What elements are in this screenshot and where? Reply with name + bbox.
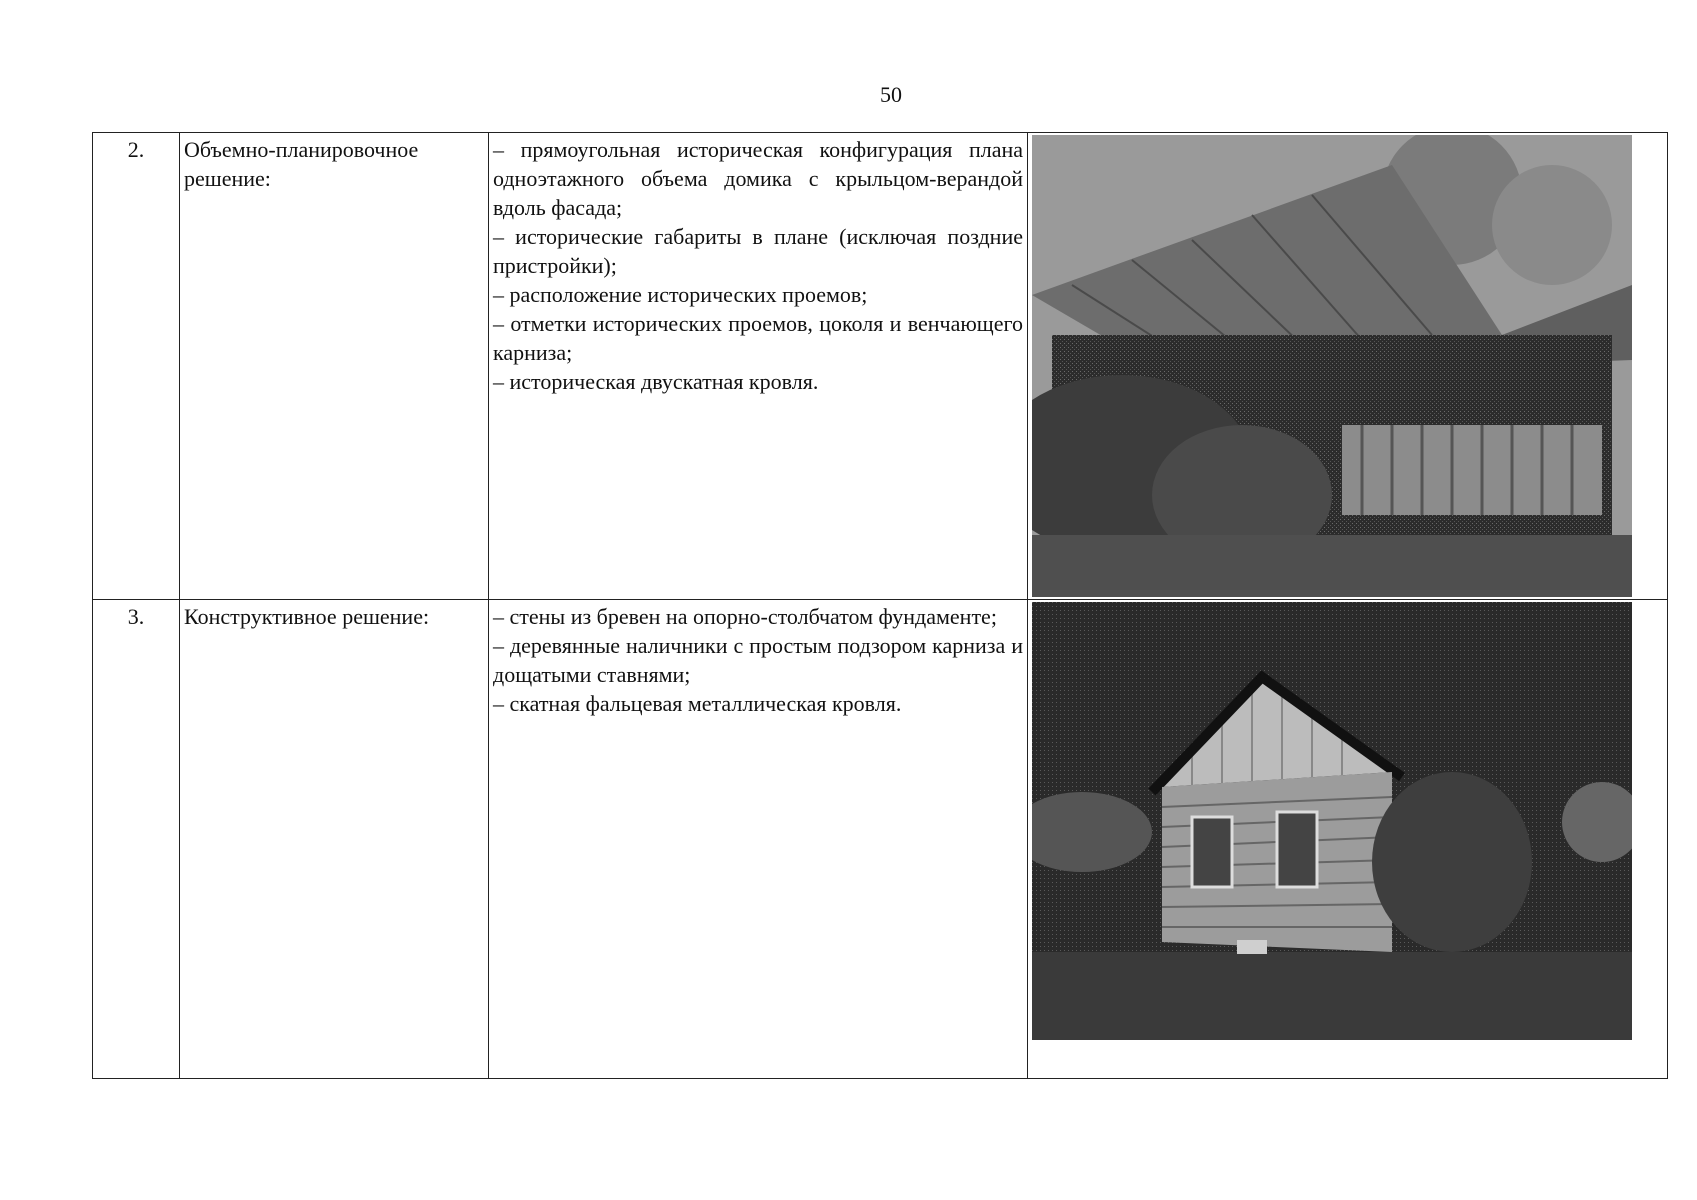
list-item: – расположение исторических проемов; bbox=[493, 282, 868, 307]
table-row bbox=[93, 600, 1668, 1079]
photo-cell bbox=[1028, 133, 1668, 600]
row-description bbox=[489, 133, 1028, 600]
row-number: 2. bbox=[93, 133, 180, 600]
row-number: 3. bbox=[93, 600, 180, 1079]
row-title: Объемно-планировочное решение: bbox=[180, 133, 489, 600]
log-house-photo bbox=[1032, 602, 1632, 1040]
list-item: – исторические габариты в плане (исключая поздние пристройки); bbox=[493, 224, 1023, 278]
page-number: 50 bbox=[880, 82, 902, 107]
table-row bbox=[93, 133, 1668, 600]
row-title: Конструктивное решение: bbox=[180, 600, 489, 1079]
list-item: – отметки исторических проемов, цоколя и венчающего карниза; bbox=[493, 311, 1023, 365]
photo-cell bbox=[1028, 600, 1668, 1079]
list-item: – прямоугольная историческая конфигурация плана одноэтажного объема домика с крыльцом-верандой вдоль фасада; bbox=[493, 137, 1023, 220]
row-description bbox=[489, 600, 1028, 1079]
list-item: – скатная фальцевая металлическая кровля. bbox=[493, 691, 902, 716]
house-with-veranda-photo bbox=[1032, 135, 1632, 597]
list-item: – историческая двускатная кровля. bbox=[493, 369, 819, 394]
list-item: – стены из бревен на опорно-столбчатом фундаменте; bbox=[493, 604, 997, 629]
heritage-table bbox=[92, 132, 1668, 1079]
list-item: – деревянные наличники с простым подзором карниза и дощатыми ставнями; bbox=[493, 633, 1023, 687]
